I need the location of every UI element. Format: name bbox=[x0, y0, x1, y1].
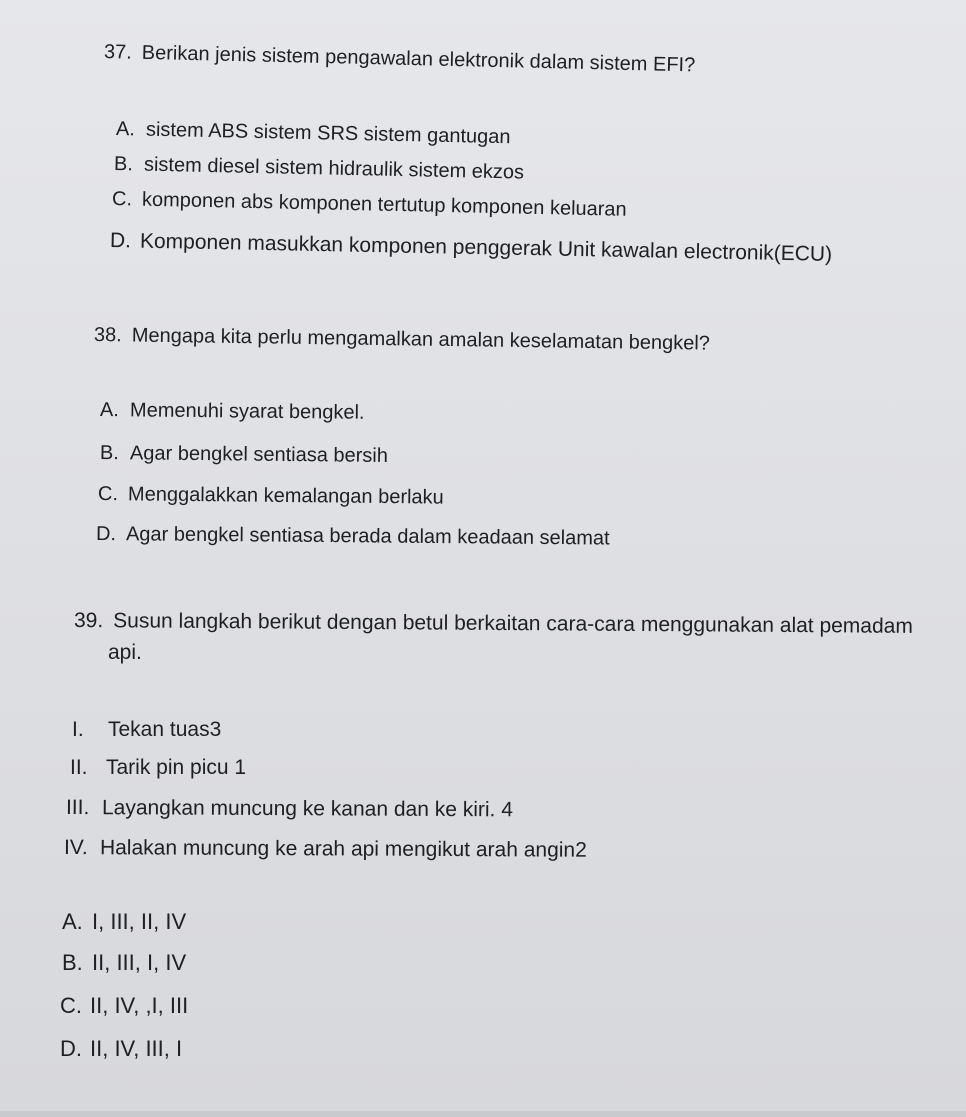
option-d bbox=[60, 1037, 182, 1061]
question-39 bbox=[74, 609, 913, 639]
question-number: 39. bbox=[73, 609, 104, 633]
option-text: II, III, I, IV bbox=[92, 950, 187, 975]
option-text: Agar bengkel sentiasa bersih bbox=[129, 442, 389, 468]
step-text: Tekan tuas3 bbox=[108, 718, 222, 741]
step-numeral: II. bbox=[70, 756, 88, 779]
option-c bbox=[98, 482, 444, 510]
option-text: sistem ABS sistem SRS sistem gantugan bbox=[145, 118, 511, 149]
option-letter: D. bbox=[95, 523, 117, 546]
option-a bbox=[100, 398, 365, 425]
step-numeral: III. bbox=[65, 796, 90, 820]
option-letter: B. bbox=[113, 153, 134, 176]
question-text: Berikan jenis sistem pengawalan elektronik dalam sistem EFI? bbox=[141, 41, 696, 77]
option-letter: C. bbox=[60, 993, 82, 1018]
question-37 bbox=[104, 40, 696, 77]
step-numeral: IV. bbox=[63, 836, 88, 860]
step-text: Layangkan muncung ke kanan dan ke kiri. 4 bbox=[101, 796, 513, 822]
option-text: Komponen masukkan komponen penggerak Unit kawalan electronik(ECU) bbox=[139, 229, 833, 266]
option-b bbox=[62, 951, 186, 975]
question-number: 38. bbox=[93, 324, 122, 347]
option-text: I, III, II, IV bbox=[92, 909, 187, 934]
step-text: Halakan muncung ke arah api mengikut arah angin2 bbox=[99, 836, 587, 862]
option-letter: A. bbox=[115, 118, 136, 141]
option-text: sistem diesel sistem hidraulik sistem ekzos bbox=[143, 153, 525, 184]
question-text: Mengapa kita perlu mengamalkan amalan keselamatan bengkel? bbox=[131, 324, 711, 355]
option-c bbox=[112, 187, 627, 222]
option-text: II, IV, ,I, III bbox=[90, 993, 189, 1018]
option-c bbox=[60, 994, 188, 1018]
question-text-line-2 bbox=[108, 641, 142, 665]
option-a bbox=[116, 117, 511, 149]
question-38 bbox=[94, 323, 710, 356]
question-number: 37. bbox=[103, 41, 133, 64]
option-letter: B. bbox=[99, 442, 120, 465]
step-numeral: I. bbox=[72, 718, 84, 741]
option-b bbox=[100, 441, 388, 468]
question-text-continuation: api. bbox=[108, 641, 142, 664]
option-text: komponen abs komponen tertutup komponen keluaran bbox=[141, 188, 627, 221]
option-letter: C. bbox=[97, 483, 119, 506]
question-text-line-1: Susun langkah berikut dengan betul berkaitan cara-cara menggunakan alat pemadam bbox=[113, 609, 913, 638]
option-letter: D. bbox=[60, 1036, 82, 1061]
step-4 bbox=[64, 836, 587, 863]
step-2 bbox=[70, 756, 246, 780]
option-letter: C. bbox=[111, 188, 133, 211]
paper-bottom-edge bbox=[0, 1111, 966, 1117]
option-letter: D. bbox=[109, 229, 132, 253]
option-letter: B. bbox=[62, 950, 83, 975]
step-1 bbox=[72, 718, 221, 742]
option-a bbox=[62, 910, 186, 934]
option-b bbox=[114, 152, 525, 185]
option-letter: A. bbox=[99, 399, 120, 422]
option-text: II, IV, III, I bbox=[90, 1036, 183, 1061]
step-3 bbox=[66, 796, 513, 822]
step-text: Tarik pin picu 1 bbox=[106, 756, 247, 779]
option-letter: A. bbox=[62, 909, 83, 934]
option-d bbox=[110, 229, 833, 267]
option-text: Memenuhi syarat bengkel. bbox=[129, 399, 365, 424]
option-text: Agar bengkel sentiasa berada dalam keadaan selamat bbox=[125, 523, 610, 550]
option-text: Menggalakkan kemalangan berlaku bbox=[127, 483, 444, 509]
option-d bbox=[96, 522, 610, 550]
